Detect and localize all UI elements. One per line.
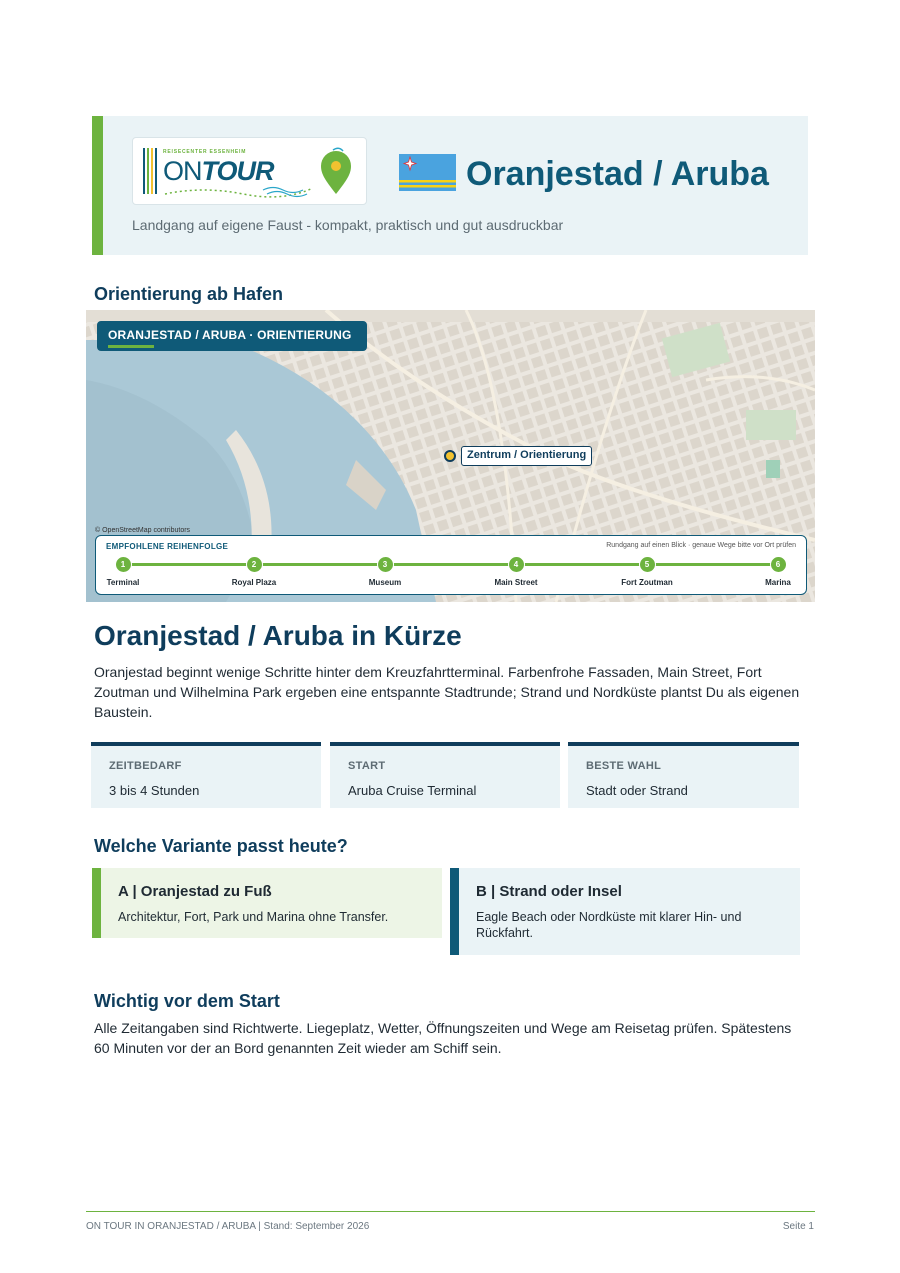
summary-text: Oranjestad beginnt wenige Schritte hinter dem Kreuzfahrtterminal. Farbenfrohe Fassaden, Main Street, Fort Zoutman und Wilhelmina Park ergeben eine entspannte Stadtrunde; Strand und Nordküste plantst Du als eigenen Baustein. bbox=[94, 664, 800, 720]
fact-label: BESTE WAHL bbox=[586, 760, 662, 772]
fact-value: 3 bis 4 Stunden bbox=[109, 783, 200, 798]
summary-heading: Oranjestad / Aruba in Kürze bbox=[94, 620, 462, 651]
route-stop-name: Royal Plaza bbox=[231, 578, 277, 587]
logo-wave-icon bbox=[163, 182, 313, 198]
route-stop-number: 6 bbox=[770, 556, 787, 573]
page-title: Oranjestad / Aruba bbox=[466, 155, 769, 193]
fact-card-beste-wahl bbox=[568, 742, 799, 808]
route-stop bbox=[335, 556, 435, 587]
route-stop bbox=[728, 556, 815, 587]
variant-title: B | Strand oder Insel bbox=[476, 883, 622, 900]
route-title: EMPFOHLENE REIHENFOLGE bbox=[106, 542, 229, 551]
route-stop bbox=[597, 556, 697, 587]
route-stop-number: 4 bbox=[508, 556, 525, 573]
footer-divider bbox=[86, 1211, 815, 1212]
fact-label: START bbox=[348, 760, 386, 772]
route-stop bbox=[204, 556, 304, 587]
logo-stripes bbox=[143, 148, 157, 194]
page-header bbox=[92, 116, 808, 255]
logo-small-text: REISECENTER ESSENHEIM bbox=[163, 149, 247, 155]
map-badge-underline bbox=[108, 345, 154, 348]
map-attribution: © OpenStreetMap contributors bbox=[95, 527, 191, 534]
fact-card-zeitbedarf bbox=[91, 742, 321, 808]
footer-text: ON TOUR IN ORANJESTAD / ARUBA | Stand: September 2026 bbox=[86, 1221, 370, 1232]
variant-card-b bbox=[450, 868, 800, 955]
logo-word-on: ON bbox=[163, 156, 202, 186]
facts-row bbox=[91, 742, 799, 808]
fact-value: Aruba Cruise Terminal bbox=[348, 783, 477, 798]
fact-value: Stadt oder Strand bbox=[586, 783, 688, 798]
route-stop-name: Fort Zoutman bbox=[621, 578, 673, 587]
route-stop-name: Terminal bbox=[106, 578, 140, 587]
orientation-map[interactable] bbox=[86, 310, 815, 602]
page-subtitle: Landgang auf eigene Faust - kompakt, praktisch und gut ausdruckbar bbox=[132, 217, 564, 233]
route-stop-number: 2 bbox=[246, 556, 263, 573]
center-marker-label: Zentrum / Orientierung bbox=[461, 446, 592, 466]
variant-title: A | Oranjestad zu Fuß bbox=[118, 883, 272, 900]
important-heading: Wichtig vor dem Start bbox=[94, 991, 280, 1011]
fact-label: ZEITBEDARF bbox=[109, 760, 182, 772]
map-badge bbox=[97, 321, 367, 351]
logo-wordmark bbox=[163, 157, 274, 185]
important-text: Alle Zeitangaben sind Richtwerte. Liegeplatz, Wetter, Öffnungszeiten und Wege am Reisetag prüfen. Spätestens 60 Minuten vor der an Bord genannten Zeit wieder am Schiff sein. bbox=[94, 1020, 792, 1056]
center-marker-icon[interactable] bbox=[444, 450, 456, 462]
header-accent-bar bbox=[92, 116, 103, 255]
orientation-heading: Orientierung ab Hafen bbox=[94, 284, 284, 304]
route-stop bbox=[466, 556, 566, 587]
route-stop-name: Marina bbox=[765, 578, 791, 587]
ontour-logo bbox=[132, 137, 367, 205]
route-stop-number: 1 bbox=[115, 556, 132, 573]
location-pin-icon bbox=[319, 146, 353, 196]
route-stop-name: Main Street bbox=[494, 578, 538, 587]
variants-heading: Welche Variante passt heute? bbox=[94, 836, 348, 856]
fact-card-start bbox=[330, 742, 560, 808]
route-stop-number: 5 bbox=[639, 556, 656, 573]
variant-card-a bbox=[92, 868, 442, 938]
route-stop bbox=[86, 556, 173, 587]
route-note: Rundgang auf einen Blick · genaue Wege bitte vor Ort prüfen bbox=[606, 542, 796, 549]
route-stop-name: Museum bbox=[368, 578, 402, 587]
logo-word-tour: TOUR bbox=[201, 156, 274, 186]
variant-text: Architektur, Fort, Park und Marina ohne Transfer. bbox=[118, 910, 389, 924]
map-badge-text: ORANJESTAD / ARUBA · ORIENTIERUNG bbox=[108, 328, 352, 342]
variant-text: Eagle Beach oder Nordküste mit klarer Hin- und Rückfahrt. bbox=[476, 910, 742, 940]
route-panel bbox=[95, 535, 807, 595]
page-number: Seite 1 bbox=[782, 1221, 814, 1232]
aruba-flag-icon bbox=[399, 154, 456, 191]
route-stop-number: 3 bbox=[377, 556, 394, 573]
